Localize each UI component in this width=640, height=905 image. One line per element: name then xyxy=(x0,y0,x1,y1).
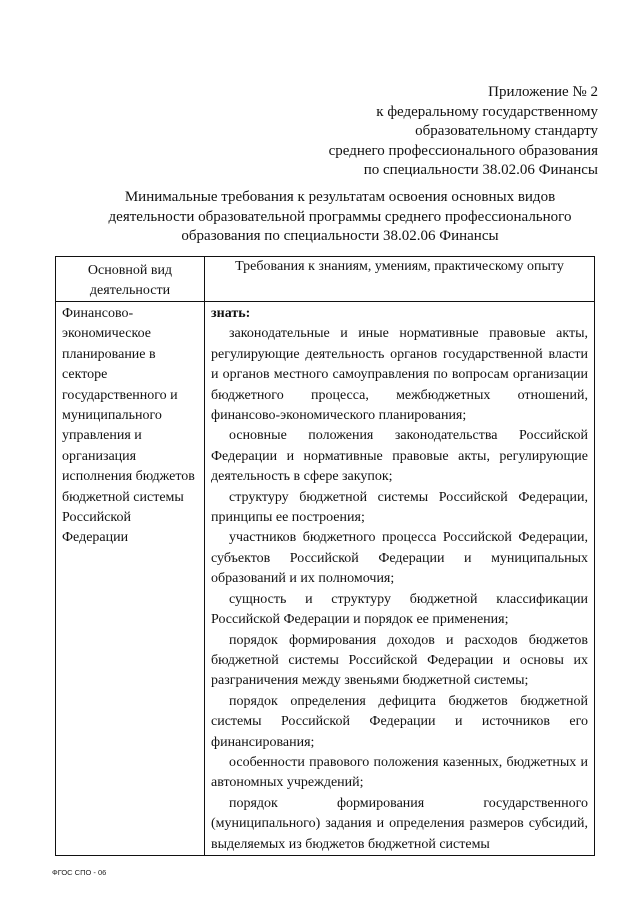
appendix-line: Приложение № 2 xyxy=(488,84,598,100)
requirement-item: участников бюджетного процесса Российской Федерации, субъектов Российской Федерации и муниципальных образований и их полномочия; xyxy=(211,530,588,587)
requirement-item: особенности правового положения казенных, бюджетных и автономных учреждений; xyxy=(211,754,588,791)
appendix-line: образовательному стандарту xyxy=(415,123,598,139)
appendix-header xyxy=(278,83,598,181)
requirement-item: законодательные и иные нормативные правовые акты, регулирующие деятельность органов государственной власти и органов местного самоуправления по вопросам организации бюджетного процесса, межбюджетных отношений, финансово-экономического планирования; xyxy=(211,326,588,424)
know-label: знать: xyxy=(211,306,251,321)
requirement-item: структуру бюджетной системы Российской Федерации, принципы ее построения; xyxy=(211,489,588,526)
activity-cell: Финансово-экономическое планирование в секторе государственного и муниципального управления и организация исполнения бюджетов бюджетной системы Российской Федерации xyxy=(56,302,205,856)
header-activity: Основной вид деятельности xyxy=(56,257,205,302)
appendix-line: среднего профессионального образования xyxy=(328,142,598,159)
requirement-item: порядок определения дефицита бюджетов бюджетной системы Российской Федерации и источников его финансирования; xyxy=(211,693,588,750)
title-line: Минимальные требования к результатам освоения основных видов xyxy=(124,189,556,205)
title-line: образования по специальности 38.02.06 Финансы xyxy=(181,228,499,244)
requirements-table xyxy=(55,256,595,856)
appendix-line: к федеральному государственному xyxy=(376,103,598,120)
requirement-item: основные положения законодательства Российской Федерации и нормативные правовые акты, регулирующие деятельность в сфере закупок; xyxy=(211,428,588,485)
appendix-line: по специальности 38.02.06 Финансы xyxy=(363,162,598,178)
table-header-row xyxy=(56,257,595,302)
document-title xyxy=(90,188,590,247)
header-requirements: Требования к знаниям, умениям, практическому опыту xyxy=(205,257,595,302)
page-footer: ФГОС СПО - 06 xyxy=(52,868,107,877)
requirement-item: порядок формирования государственного (муниципального) задания и определения размеров субсидий, выделяемых из бюджетов бюджетной системы xyxy=(211,795,588,852)
table-row xyxy=(56,302,595,856)
requirements-cell xyxy=(205,302,595,856)
title-line: деятельности образовательной программы среднего профессионального xyxy=(108,208,572,225)
requirement-item: порядок формирования доходов и расходов бюджетов бюджетной системы Российской Федерации и основы их разграничения между звеньями бюджетной системы; xyxy=(211,632,588,689)
requirement-item: сущность и структуру бюджетной классификации Российской Федерации и порядок ее применения; xyxy=(211,591,588,628)
